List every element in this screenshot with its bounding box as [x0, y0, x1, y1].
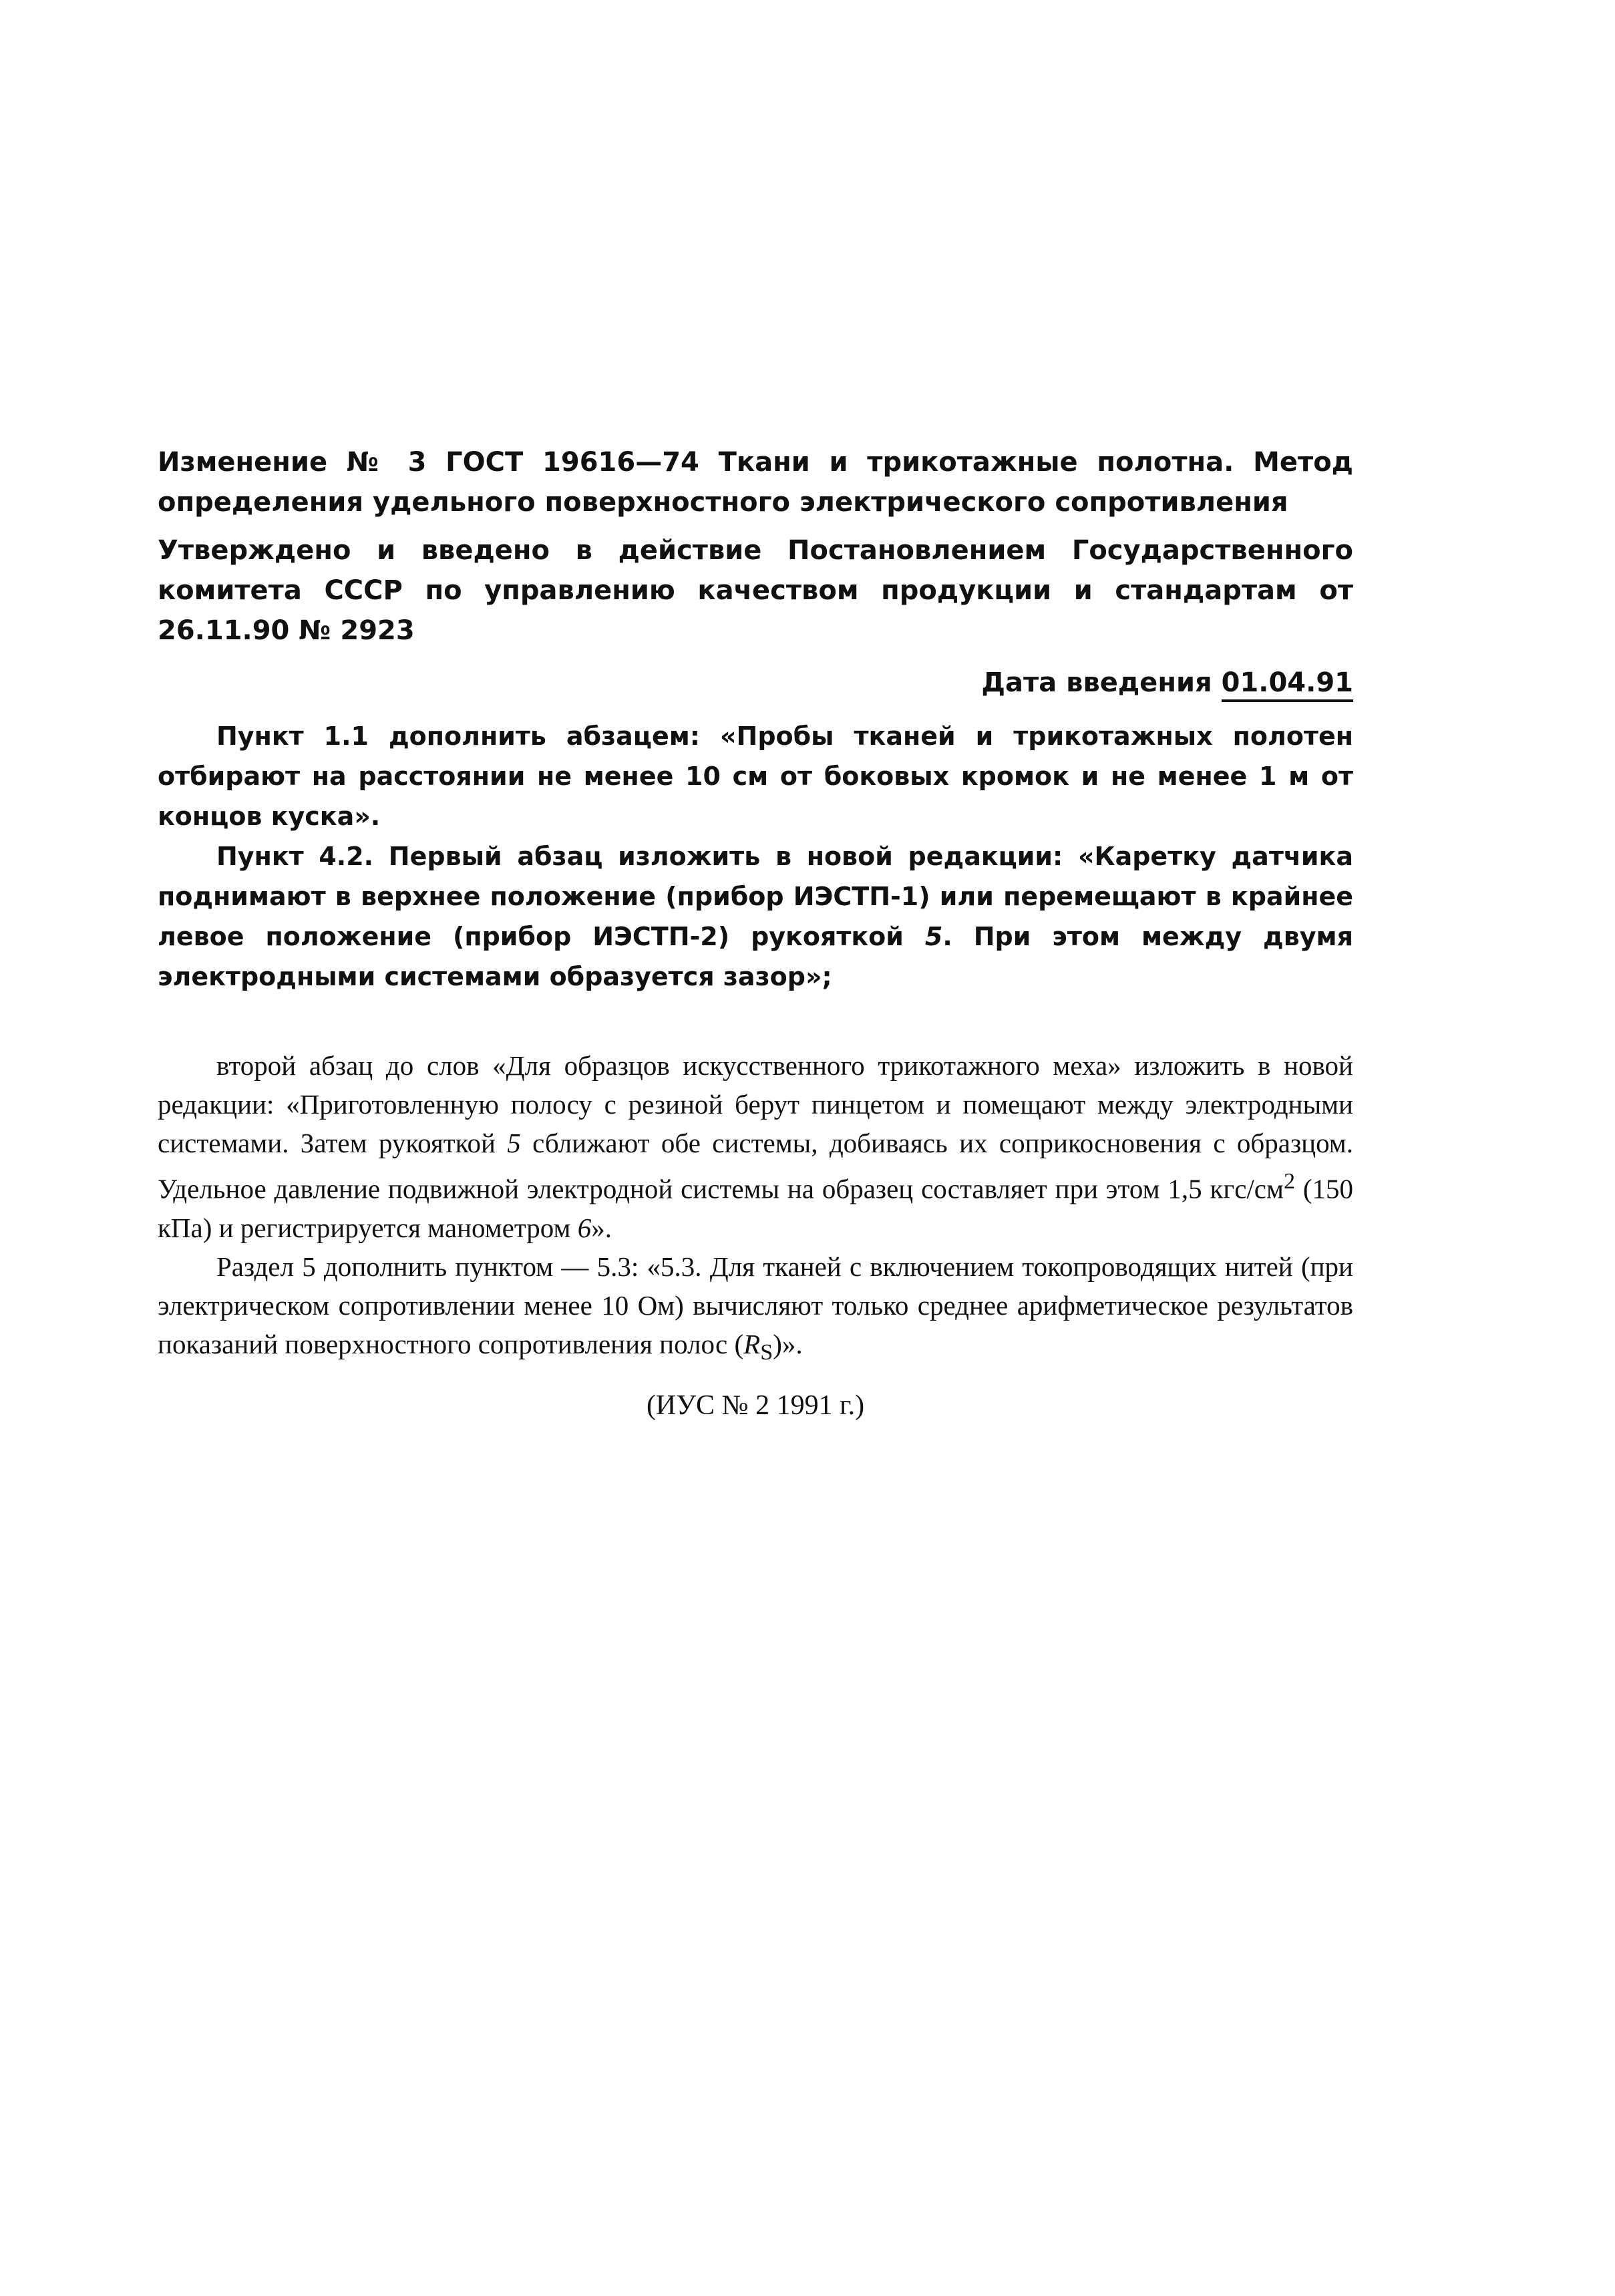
effective-date-label: Дата введения [981, 667, 1212, 698]
paragraph-section-5-end: )». [773, 1328, 803, 1359]
source-reference: (ИУС № 2 1991 г.) [646, 1389, 865, 1421]
resistance-subscript: S [760, 1339, 773, 1365]
document-title: Изменение № 3 ГОСТ 19616—74 Ткани и трикотажные полотна. Метод определения удельного поверхностного электрического сопротивления [158, 447, 1353, 518]
resistance-symbol: R [743, 1328, 761, 1359]
paragraph-section-5-text: Раздел 5 дополнить пунктом — 5.3: «5.3. Для тканей с включением токопроводящих нитей (при электрическом сопротивлении менее 10 Ом) вычисляют только среднее арифметическое результатов показаний поверхностного сопротивления полос ( [158, 1251, 1353, 1359]
paragraph-section-5 [158, 1247, 1353, 1372]
approval-statement: Утверждено и введено в действие Постановлением Государственного комитета СССР по управлению качеством продукции и стандартам от 26.11.90 № 2923 [158, 535, 1353, 646]
paragraph-second-abzac-part-3: (150 кПа) и регистрируется манометром [158, 1173, 1354, 1243]
document-page [158, 442, 1353, 1426]
manometer-number: 6 [577, 1212, 592, 1243]
paragraph-second-abzac-part-2: сближают обе системы, добиваясь их соприкосновения с образцом. Удельное давление подвижной электродной системы на образец составляет при этом 1,5 кгс/см [158, 1128, 1353, 1204]
handle-number: 5 [924, 922, 943, 951]
paragraph-second-abzac-end: ». [591, 1212, 612, 1243]
paragraph-clause-1-1: Пункт 1.1 дополнить абзацем: «Пробы тканей и трикотажных полотен отбирают на расстоянии не менее 10 см от боковых кромок и не менее 1 м от концов куска». [158, 721, 1353, 831]
effective-date-value: 01.04.91 [1222, 667, 1353, 702]
paragraph-clause-4-2-end: . При этом между двумя электродными системами образуется зазор»; [158, 922, 1353, 991]
handle-number-2: 5 [507, 1128, 521, 1158]
paragraph-clause-4-2-text: Пункт 4.2. Первый абзац изложить в новой редакции: «Каретку датчика поднимают в верхнее положение (прибор ИЭСТП-1) или перемещают в крайнее левое положение (прибор ИЭСТП-2) рукояткой [158, 842, 1353, 951]
effective-date-line [158, 663, 1353, 703]
paragraph-clause-4-2 [158, 836, 1353, 997]
paragraph-second-abzac [158, 1046, 1353, 1247]
unit-superscript: 2 [1283, 1169, 1296, 1194]
paragraph-second-abzac-part-1: второй абзац до слов «Для образцов искусственного трикотажного меха» изложить в новой редакции: «Приготовленную полосу с резиной берут пинцетом и помещают между электродными системами. Затем рукояткой [158, 1050, 1353, 1158]
paragraph-gap [158, 997, 1353, 1046]
